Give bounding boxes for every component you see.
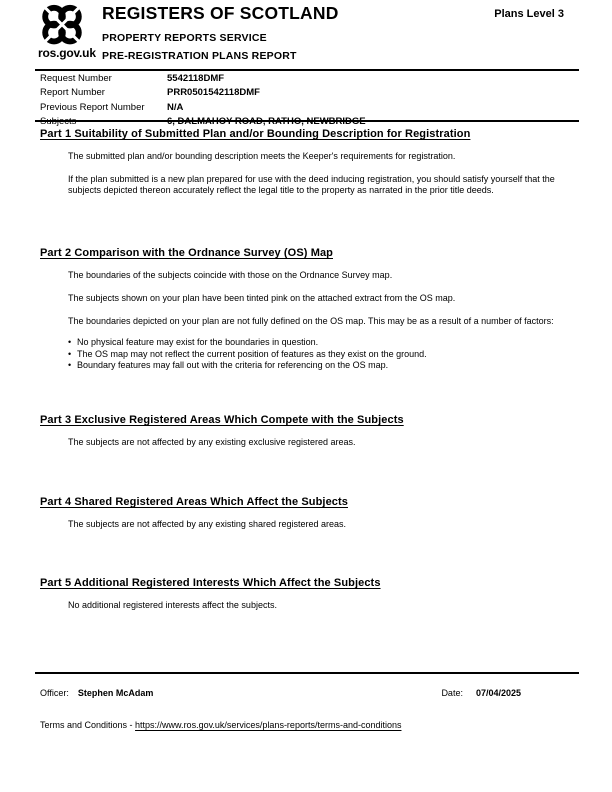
report-sections xyxy=(40,126,572,672)
section-paragraph: The subjects are not affected by any existing shared registered areas. xyxy=(68,519,346,529)
officer-name: Stephen McAdam xyxy=(77,688,154,698)
summary-row xyxy=(40,87,366,101)
terms-row xyxy=(35,720,579,730)
section-body xyxy=(40,519,572,530)
registers-of-scotland-logo-icon xyxy=(38,4,84,46)
section-paragraph: The subjects are not affected by any existing exclusive registered areas. xyxy=(68,437,356,447)
summary-label: Previous Report Number xyxy=(40,101,145,113)
section-paragraph: No additional registered interests affect the subjects. xyxy=(68,600,277,610)
section-paragraph: The submitted plan and/or bounding description meets the Keeper's requirements for registration. xyxy=(68,151,456,161)
divider-footer xyxy=(35,672,579,674)
section-paragraph: The subjects shown on your plan have been tinted pink on the attached extract from the OS map. xyxy=(68,293,456,304)
section-heading: Part 1 Suitability of Submitted Plan and/or Bounding Description for Registration xyxy=(40,128,471,140)
summary-value: 5542118DMF xyxy=(167,73,225,84)
officer-label: Officer: xyxy=(40,688,69,698)
summary-value: PRR0501542118DMF xyxy=(167,87,260,99)
report-section xyxy=(40,577,572,623)
summary-value: N/A xyxy=(167,101,184,113)
section-paragraph: If the plan submitted is a new plan prepared for use with the deed inducing registration, you should satisfy yourself that the subjects depicted thereon accurately reflect the legal title to the property as narrated in the prior title deeds. xyxy=(68,174,555,196)
section-paragraph: The boundaries depicted on your plan are not fully defined on the OS map. This may be as a result of a number of factors: xyxy=(68,316,554,327)
date-label: Date: xyxy=(441,688,463,698)
report-section xyxy=(40,496,572,542)
section-paragraph: The boundaries of the subjects coincide with those on the Ordnance Survey map. xyxy=(68,270,393,280)
summary-label: Report Number xyxy=(40,87,105,99)
org-title: REGISTERS OF SCOTLAND xyxy=(102,3,339,23)
bullet-item: • The OS map may not reflect the current position of features as they exist on the ground. xyxy=(68,349,560,360)
divider-top xyxy=(35,69,579,71)
officer-row xyxy=(35,688,579,698)
report-type-title: PRE-REGISTRATION PLANS REPORT xyxy=(102,49,297,62)
report-section xyxy=(40,414,572,460)
date-value: 07/04/2025 xyxy=(475,688,521,698)
section-body xyxy=(40,600,572,611)
divider-summary-bottom xyxy=(35,120,579,122)
title-block xyxy=(102,4,339,62)
report-header xyxy=(38,4,576,62)
section-heading: Part 5 Additional Registered Interests Which Affect the Subjects xyxy=(40,577,381,589)
summary-label: Request Number xyxy=(40,73,112,84)
service-title: PROPERTY REPORTS SERVICE xyxy=(102,31,267,44)
report-section xyxy=(40,128,572,208)
section-body xyxy=(40,270,572,371)
section-heading: Part 4 Shared Registered Areas Which Affect the Subjects xyxy=(40,496,348,508)
date-group xyxy=(441,688,521,698)
section-body xyxy=(40,151,572,196)
section-heading: Part 2 Comparison with the Ordnance Survey (OS) Map xyxy=(40,247,333,259)
plans-level-badge: Plans Level 3 xyxy=(494,8,564,20)
summary-row xyxy=(40,102,366,116)
report-section xyxy=(40,247,572,371)
section-bullet-list xyxy=(68,337,560,370)
bullet-item: • No physical feature may exist for the boundaries in question. xyxy=(68,337,560,348)
section-heading: Part 3 Exclusive Registered Areas Which Compete with the Subjects xyxy=(40,414,404,426)
bullet-item: • Boundary features may fall out with the criteria for referencing on the OS map. xyxy=(68,360,560,371)
terms-label: Terms and Conditions - xyxy=(40,720,136,730)
brand-block xyxy=(38,4,100,60)
terms-and-conditions-link[interactable]: https://www.ros.gov.uk/services/plans-reports/terms-and-conditions xyxy=(135,720,402,730)
brand-domain: ros.gov.uk xyxy=(38,46,96,60)
section-body xyxy=(40,437,572,448)
summary-row xyxy=(40,73,366,87)
report-footer xyxy=(35,672,579,730)
